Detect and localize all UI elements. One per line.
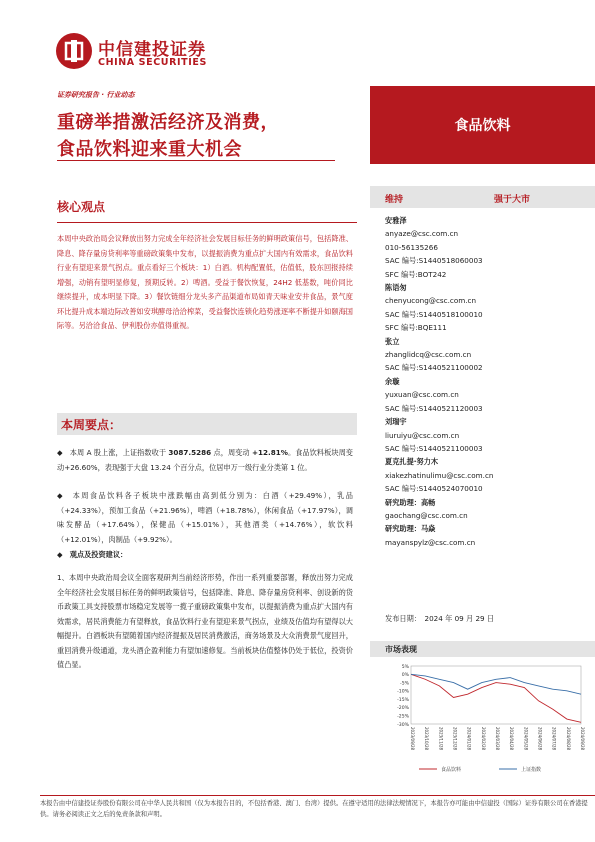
analyst-name: 研究助理：马焱: [385, 524, 436, 534]
disclaimer-footer: 本报告由中信建投证券股份有限公司在中华人民共和国（仅为本报告目的，不包括香港、澳门、台湾）提供。在遵守适用的法律法规情况下，本报告亦可能由中信建投（国际）证券有限公司在香港提供。请务必阅读正文之后的免责条款和声明。: [40, 800, 588, 818]
analyst-name: 余璇: [385, 376, 400, 386]
analyst-detail: gaochang@csc.com.cn: [385, 510, 468, 520]
x-tick-label: 2024/01/28: [466, 727, 472, 751]
y-tick-label: -10%: [397, 689, 409, 695]
core-views-text: 本周中央政治局会议释放出努力完成全年经济社会发展目标任务的鲜明政策信号，包括降准、降息、降存量房贷利率等重磅政策集中发布，以提振消费为重点扩大国内有效需求，食品饮料行业有望迎来景气拐点。重点看好三个板块：1）白酒。机构配置低，估值低，股东回报持续增强，动销有望明显修复，预期反转。2）啤酒。受益于餐饮恢复，24H2 低基数，吨价同比继续提升，成本明显下降。3）餐饮链细分龙头多产品渠道布局如青天味业安井食品，景气度环比提升成本端边际改善如安琪酵母洽洽榨菜，受益餐饮连锁化趋势涨逐率不断提升如颐海国际等。另洽洽食品、伊利股份亦值得重视。: [57, 234, 353, 330]
analyst-name: 张立: [385, 336, 400, 346]
analyst-detail: mayanspylz@csc.com.cn: [385, 537, 476, 547]
company-logo-mark: [56, 33, 92, 69]
x-tick-label: 2024/06/28: [537, 727, 543, 751]
x-tick-label: 2023/12/28: [452, 727, 458, 751]
x-tick-label: 2024/09/28: [580, 727, 585, 751]
analyst-name: 陈语匆: [385, 283, 407, 293]
logo-emblem-icon: [61, 38, 87, 64]
y-tick-label: -15%: [397, 697, 409, 703]
company-name-cn: 中信建投证券: [98, 40, 206, 60]
rating-bar: [370, 186, 595, 208]
x-tick-label: 2024/05/28: [523, 727, 529, 751]
report-type: 证券研究报告 · 行业动态: [57, 91, 135, 99]
core-views-rule: [57, 222, 357, 223]
analyst-detail: SAC 编号:S1440518100010: [385, 309, 483, 319]
analyst-name: 夏克扎提·努力木: [385, 457, 439, 467]
analyst-detail: SAC 编号:S1440521120003: [385, 403, 483, 413]
y-tick-label: -25%: [397, 714, 409, 720]
report-title-line-1: 重磅举措激活经济及消费，: [57, 112, 279, 133]
core-views-heading: 核心观点: [57, 200, 106, 214]
analyst-detail: SAC 编号:S1440524070010: [385, 484, 483, 494]
x-tick-label: 2024/08/28: [565, 727, 571, 751]
series-line-0: [411, 674, 581, 722]
y-tick-label: -20%: [397, 706, 409, 712]
week-paragraph-2: ◆ 本周食品饮料各子板块中涨跌幅由高到低分别为：白酒（+29.49%），乳品（+24.33%），预加工食品（+21.96%），啤酒（+18.78%），休闲食品（+17.97%），调味发酵品（+17.64%），保健品（+15.01%），其他酒类（+14.76%），软饮料（+12.01%），肉制品（+9.92%）。: [57, 491, 353, 544]
x-tick-label: 2023/09/28: [410, 727, 415, 751]
legend-label-1: 上证指数: [521, 767, 542, 773]
analyst-name: 安雅泽: [385, 216, 407, 225]
x-tick-label: 2024/03/28: [495, 727, 500, 751]
y-tick-label: -30%: [397, 722, 409, 728]
rating-value: 强于大市: [494, 195, 531, 205]
y-tick-label: -5%: [400, 681, 409, 687]
industry-banner: 食品饮料: [370, 86, 595, 164]
company-name-en: CHINA SECURITIES: [98, 57, 207, 68]
y-tick-label: 0%: [401, 673, 409, 679]
title-underline: [57, 160, 335, 161]
analyst-name: 研究助理：高畅: [385, 497, 436, 507]
footer-rule: [40, 795, 595, 796]
x-tick-label: 2024/02/28: [480, 727, 486, 751]
analyst-detail: SFC 编号:BQE111: [385, 323, 447, 333]
y-tick-label: 5%: [401, 664, 409, 670]
chart-plot-frame: [411, 666, 581, 724]
analyst-detail: liuruiyu@csc.com.cn: [385, 430, 460, 440]
investment-advice-heading: ◆ 观点及投资建议：: [57, 550, 128, 559]
analyst-detail: 010-56135266: [385, 242, 438, 252]
analyst-detail: yuxuan@csc.com.cn: [385, 390, 459, 400]
analyst-detail: xiakezhatinulimu@csc.com.cn: [385, 470, 494, 480]
week-paragraph-1: ◆ 本周 A 股上涨，上证指数收于 3087.5286 点，周变动 +12.81%。食品饮料板块周变动+26.60%，表现强于大盘 13.24 个百分点，位居申万一级行业分类第 1 位。: [57, 448, 353, 472]
analyst-detail: SAC 编号:S1440518060003: [385, 256, 483, 266]
analyst-detail: SAC 编号:S1440521100002: [385, 363, 483, 373]
analyst-detail: zhanglidcq@csc.com.cn: [385, 350, 472, 360]
x-tick-label: 2024/07/28: [551, 727, 557, 751]
publish-date: 发布日期： 2024 年 09 月 29 日: [385, 614, 495, 623]
analyst-name: 刘瑞宇: [385, 417, 407, 427]
analyst-detail: SFC 编号:BOT242: [385, 269, 447, 279]
x-tick-label: 2023/10/28: [424, 727, 430, 751]
week-heading: 本周要点：: [61, 418, 122, 432]
analyst-detail: anyaze@csc.com.cn: [385, 229, 459, 239]
rating-action: 维持: [385, 195, 404, 205]
x-tick-label: 2023/11/28: [438, 727, 444, 751]
analyst-list: [385, 214, 595, 549]
week-paragraph-3: 1、本周中央政治局会议全面客观研判当前经济形势，作出一系列重要部署，释放出努力完成全年经济社会发展目标任务的鲜明政策信号，包括降准、降息、降存量房贷利率、创设新的货币政策工具支持股票市场稳定发展等一揽子重磅政策集中发布，以提振消费为重点扩大国内有效需求，居民消费能力有望释放，食品饮料行业有望迎来景气拐点，业绩及估值均有望得以大幅提升。白酒板块有望随着国内经济提振及居民消费激活，商务场景及大众消费景气度回升，重回消费升级通道，龙头酒企盈利能力有望加速修复。当前板块估值整体仍处于低位，投资价值凸显。: [57, 573, 353, 669]
x-tick-label: 2024/04/28: [509, 727, 515, 751]
market-performance-chart: [385, 660, 585, 778]
legend-label-0: 食品饮料: [441, 767, 462, 773]
analyst-detail: SAC 编号:S1440521100003: [385, 443, 483, 453]
analyst-detail: chenyucong@csc.com.cn: [385, 296, 477, 306]
report-title-line-2: 食品饮料迎来重大机会: [57, 139, 242, 160]
market-heading: 市场表现: [385, 645, 417, 654]
